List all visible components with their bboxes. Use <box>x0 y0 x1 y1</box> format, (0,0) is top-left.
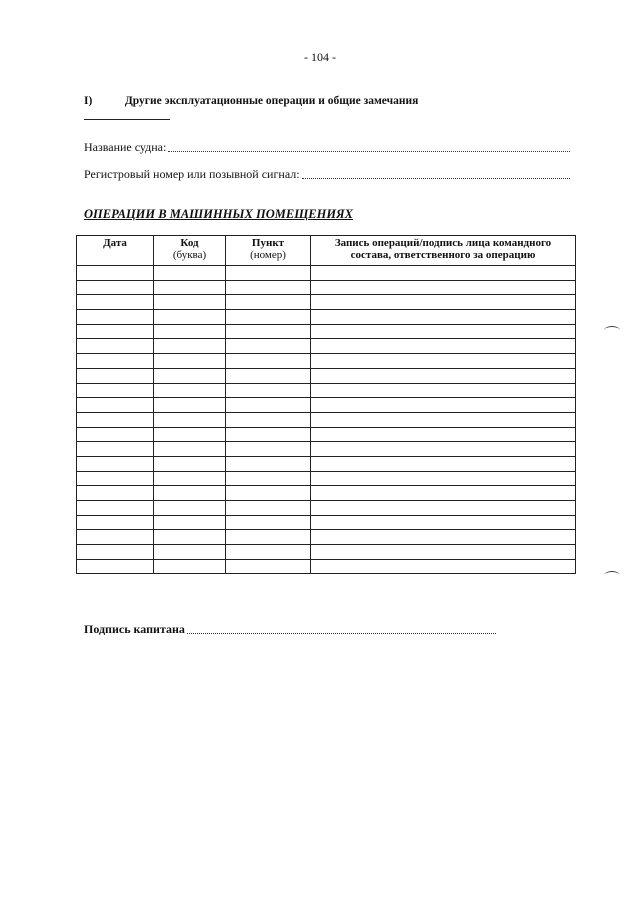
page-number: - 104 - <box>304 50 336 64</box>
item-cell[interactable] <box>226 368 311 383</box>
registration-number-fill-line[interactable] <box>302 166 570 179</box>
item-cell[interactable] <box>226 515 311 530</box>
table-row <box>77 398 576 413</box>
margin-mark <box>604 326 620 335</box>
code-cell[interactable] <box>154 486 226 501</box>
table-row <box>77 486 576 501</box>
table-row <box>77 412 576 427</box>
code-cell[interactable] <box>154 266 226 281</box>
record-cell[interactable] <box>311 501 576 516</box>
item-cell[interactable] <box>226 295 311 310</box>
date-cell[interactable] <box>77 324 154 339</box>
record-cell[interactable] <box>311 515 576 530</box>
code-cell[interactable] <box>154 471 226 486</box>
operations-table <box>76 235 576 574</box>
code-cell[interactable] <box>154 354 226 369</box>
date-cell[interactable] <box>77 515 154 530</box>
code-cell[interactable] <box>154 310 226 325</box>
section-letter: I) <box>84 95 93 107</box>
table-row <box>77 515 576 530</box>
item-cell[interactable] <box>226 412 311 427</box>
table-row <box>77 501 576 516</box>
code-cell[interactable] <box>154 442 226 457</box>
date-cell[interactable] <box>77 501 154 516</box>
table-header-row <box>77 236 576 266</box>
date-cell[interactable] <box>77 427 154 442</box>
record-cell[interactable] <box>311 310 576 325</box>
record-cell[interactable] <box>311 471 576 486</box>
date-cell[interactable] <box>77 383 154 398</box>
date-cell[interactable] <box>77 442 154 457</box>
header-record: Запись операций/подпись лица командного состава, ответственного за операцию <box>311 236 576 266</box>
code-cell[interactable] <box>154 559 226 574</box>
date-cell[interactable] <box>77 471 154 486</box>
section-title: Другие эксплуатационные операции и общие замечания <box>124 95 419 107</box>
captain-signature-label: Подпись капитана <box>84 622 185 636</box>
code-cell[interactable] <box>154 383 226 398</box>
date-cell[interactable] <box>77 559 154 574</box>
record-cell[interactable] <box>311 545 576 560</box>
code-cell[interactable] <box>154 427 226 442</box>
table-body <box>77 266 576 574</box>
date-cell[interactable] <box>77 545 154 560</box>
table-row <box>77 427 576 442</box>
item-cell[interactable] <box>226 442 311 457</box>
record-cell[interactable] <box>311 530 576 545</box>
ship-name-label: Название судна: <box>84 140 167 154</box>
item-cell[interactable] <box>226 486 311 501</box>
registration-number-field[interactable] <box>84 166 570 182</box>
item-cell[interactable] <box>226 559 311 574</box>
code-cell[interactable] <box>154 368 226 383</box>
code-cell[interactable] <box>154 398 226 413</box>
record-cell[interactable] <box>311 324 576 339</box>
table-row <box>77 354 576 369</box>
record-cell[interactable] <box>311 339 576 354</box>
table-row <box>77 456 576 471</box>
date-cell[interactable] <box>77 456 154 471</box>
item-cell[interactable] <box>226 280 311 295</box>
table-row <box>77 545 576 560</box>
item-cell[interactable] <box>226 266 311 281</box>
date-cell[interactable] <box>77 295 154 310</box>
table-row <box>77 310 576 325</box>
date-cell[interactable] <box>77 339 154 354</box>
margin-mark <box>604 571 620 580</box>
table-row <box>77 530 576 545</box>
date-cell[interactable] <box>77 412 154 427</box>
item-cell[interactable] <box>226 501 311 516</box>
date-cell[interactable] <box>77 368 154 383</box>
date-cell[interactable] <box>77 354 154 369</box>
record-cell[interactable] <box>311 354 576 369</box>
record-cell[interactable] <box>311 266 576 281</box>
record-cell[interactable] <box>311 368 576 383</box>
item-cell[interactable] <box>226 324 311 339</box>
record-cell[interactable] <box>311 442 576 457</box>
item-cell[interactable] <box>226 530 311 545</box>
table-row <box>77 295 576 310</box>
record-cell[interactable] <box>311 398 576 413</box>
record-cell[interactable] <box>311 412 576 427</box>
date-cell[interactable] <box>77 486 154 501</box>
code-cell[interactable] <box>154 530 226 545</box>
table-row <box>77 368 576 383</box>
code-cell[interactable] <box>154 456 226 471</box>
date-cell[interactable] <box>77 310 154 325</box>
table-row <box>77 339 576 354</box>
record-cell[interactable] <box>311 295 576 310</box>
ship-name-field[interactable] <box>84 139 570 155</box>
date-cell[interactable] <box>77 398 154 413</box>
code-cell[interactable] <box>154 412 226 427</box>
registration-number-label: Регистровый номер или позывной сигнал: <box>84 167 300 181</box>
item-cell[interactable] <box>226 354 311 369</box>
date-cell[interactable] <box>77 280 154 295</box>
item-cell[interactable] <box>226 310 311 325</box>
heading-underline <box>84 119 170 120</box>
item-cell[interactable] <box>226 339 311 354</box>
header-date: Дата <box>77 236 154 266</box>
captain-signature-fill-line[interactable] <box>187 621 496 634</box>
record-cell[interactable] <box>311 559 576 574</box>
ship-name-fill-line[interactable] <box>168 139 570 152</box>
record-cell[interactable] <box>311 427 576 442</box>
table-row <box>77 280 576 295</box>
table-row <box>77 442 576 457</box>
item-cell[interactable] <box>226 545 311 560</box>
item-cell[interactable] <box>226 471 311 486</box>
code-cell[interactable] <box>154 324 226 339</box>
code-cell[interactable] <box>154 515 226 530</box>
table-row <box>77 324 576 339</box>
table-row <box>77 471 576 486</box>
record-cell[interactable] <box>311 456 576 471</box>
header-item: Пункт (номер) <box>226 236 311 266</box>
operations-title: ОПЕРАЦИИ В МАШИННЫХ ПОМЕЩЕНИЯХ <box>84 207 354 221</box>
item-cell[interactable] <box>226 427 311 442</box>
code-cell[interactable] <box>154 280 226 295</box>
code-cell[interactable] <box>154 501 226 516</box>
code-cell[interactable] <box>154 545 226 560</box>
record-cell[interactable] <box>311 486 576 501</box>
date-cell[interactable] <box>77 530 154 545</box>
record-cell[interactable] <box>311 280 576 295</box>
header-code: Код (буква) <box>154 236 226 266</box>
item-cell[interactable] <box>226 383 311 398</box>
code-cell[interactable] <box>154 339 226 354</box>
table-row <box>77 383 576 398</box>
date-cell[interactable] <box>77 266 154 281</box>
captain-signature-field[interactable] <box>84 621 496 637</box>
item-cell[interactable] <box>226 456 311 471</box>
table-row <box>77 559 576 574</box>
table-row <box>77 266 576 281</box>
record-cell[interactable] <box>311 383 576 398</box>
item-cell[interactable] <box>226 398 311 413</box>
code-cell[interactable] <box>154 295 226 310</box>
section-heading <box>84 95 418 107</box>
